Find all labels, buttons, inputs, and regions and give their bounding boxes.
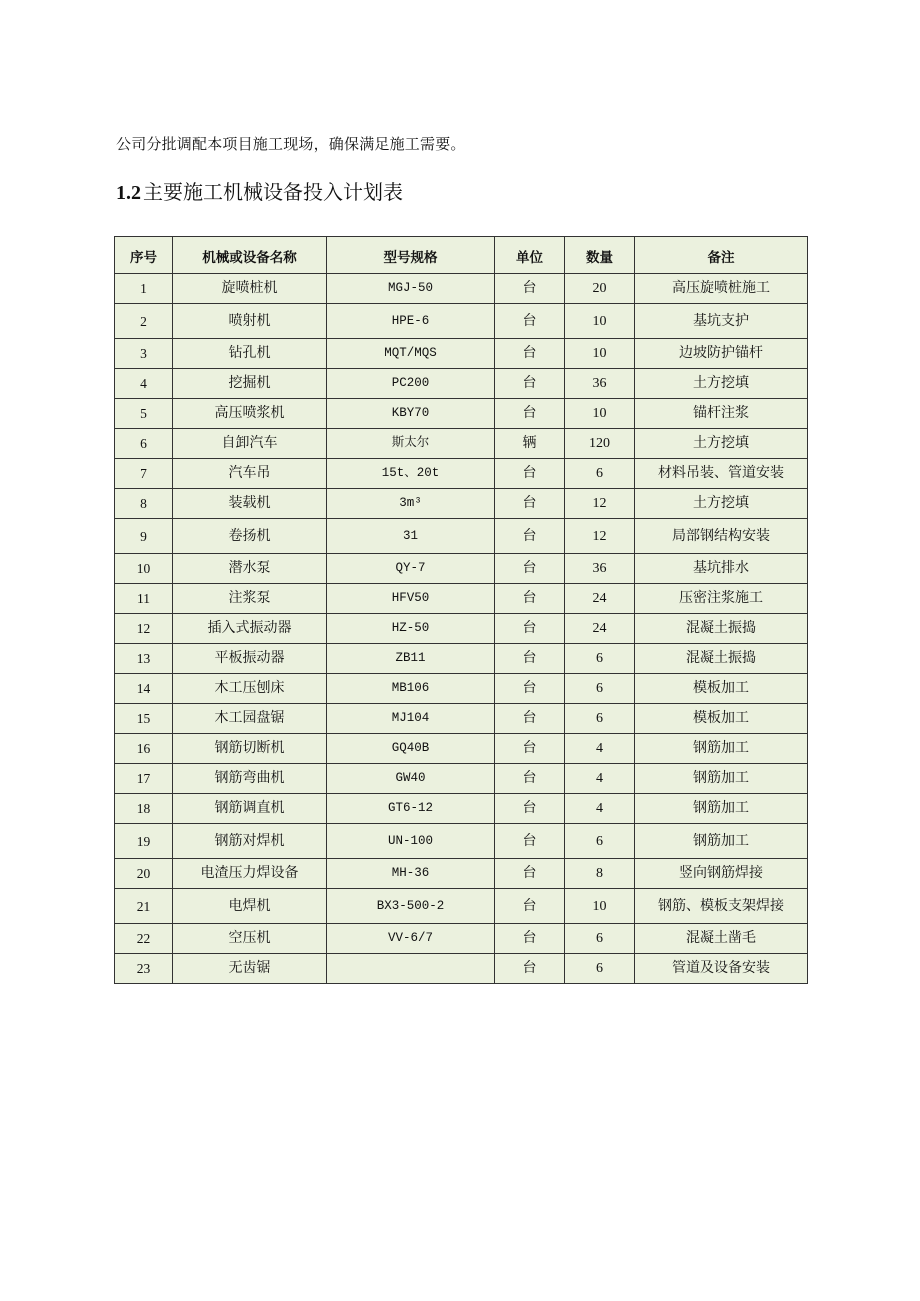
cell-model: QY-7 xyxy=(327,554,495,584)
cell-model: 15t、20t xyxy=(327,459,495,489)
cell-name: 喷射机 xyxy=(173,304,327,339)
cell-qty: 6 xyxy=(565,704,635,734)
section-title: 主要施工机械设备投入计划表 xyxy=(143,180,403,204)
cell-name: 钢筋调直机 xyxy=(173,794,327,824)
cell-qty: 10 xyxy=(565,339,635,369)
header-no: 序号 xyxy=(115,237,173,274)
cell-model: MGJ-50 xyxy=(327,274,495,304)
cell-note: 高压旋喷桩施工 xyxy=(635,274,808,304)
cell-name: 潜水泵 xyxy=(173,554,327,584)
cell-no: 3 xyxy=(115,339,173,369)
cell-qty: 4 xyxy=(565,764,635,794)
cell-no: 10 xyxy=(115,554,173,584)
cell-no: 13 xyxy=(115,644,173,674)
cell-note: 基坑支护 xyxy=(635,304,808,339)
cell-no: 9 xyxy=(115,519,173,554)
cell-model: PC200 xyxy=(327,369,495,399)
cell-no: 21 xyxy=(115,889,173,924)
cell-unit: 台 xyxy=(495,644,565,674)
cell-name: 平板振动器 xyxy=(173,644,327,674)
cell-unit: 台 xyxy=(495,704,565,734)
cell-no: 12 xyxy=(115,614,173,644)
cell-name: 钢筋切断机 xyxy=(173,734,327,764)
cell-unit: 台 xyxy=(495,304,565,339)
table-row xyxy=(115,399,808,429)
cell-qty: 12 xyxy=(565,519,635,554)
cell-qty: 10 xyxy=(565,889,635,924)
table-row xyxy=(115,519,808,554)
table-row xyxy=(115,954,808,984)
cell-unit: 台 xyxy=(495,339,565,369)
cell-qty: 4 xyxy=(565,794,635,824)
header-model: 型号规格 xyxy=(327,237,495,274)
table-row xyxy=(115,584,808,614)
cell-unit: 台 xyxy=(495,584,565,614)
table-row xyxy=(115,889,808,924)
cell-no: 23 xyxy=(115,954,173,984)
table-row xyxy=(115,924,808,954)
table-row xyxy=(115,304,808,339)
cell-note: 钢筋、模板支架焊接 xyxy=(635,889,808,924)
cell-no: 17 xyxy=(115,764,173,794)
cell-qty: 4 xyxy=(565,734,635,764)
cell-name: 钢筋对焊机 xyxy=(173,824,327,859)
cell-note: 局部钢结构安装 xyxy=(635,519,808,554)
cell-note: 压密注浆施工 xyxy=(635,584,808,614)
cell-name: 高压喷浆机 xyxy=(173,399,327,429)
table-row xyxy=(115,339,808,369)
cell-model: HZ-50 xyxy=(327,614,495,644)
cell-model: MQT/MQS xyxy=(327,339,495,369)
cell-unit: 台 xyxy=(495,399,565,429)
section-number: 1.2 xyxy=(116,182,141,204)
cell-unit: 台 xyxy=(495,734,565,764)
cell-name: 注浆泵 xyxy=(173,584,327,614)
cell-unit: 台 xyxy=(495,554,565,584)
cell-note: 混凝土凿毛 xyxy=(635,924,808,954)
cell-model: KBY70 xyxy=(327,399,495,429)
cell-note: 基坑排水 xyxy=(635,554,808,584)
cell-model: UN-100 xyxy=(327,824,495,859)
cell-no: 11 xyxy=(115,584,173,614)
table-row xyxy=(115,764,808,794)
cell-name: 木工园盘锯 xyxy=(173,704,327,734)
cell-name: 钢筋弯曲机 xyxy=(173,764,327,794)
table-row xyxy=(115,554,808,584)
cell-model: MB106 xyxy=(327,674,495,704)
table-row xyxy=(115,859,808,889)
table-row xyxy=(115,614,808,644)
table-row xyxy=(115,824,808,859)
table-row xyxy=(115,644,808,674)
cell-no: 19 xyxy=(115,824,173,859)
cell-no: 14 xyxy=(115,674,173,704)
intro-paragraph: 公司分批调配本项目施工现场，确保满足施工需要。 xyxy=(116,135,466,153)
cell-unit: 台 xyxy=(495,794,565,824)
table-row xyxy=(115,674,808,704)
cell-qty: 36 xyxy=(565,369,635,399)
cell-note: 竖向钢筋焊接 xyxy=(635,859,808,889)
cell-name: 旋喷桩机 xyxy=(173,274,327,304)
cell-qty: 6 xyxy=(565,459,635,489)
cell-no: 16 xyxy=(115,734,173,764)
cell-note: 钢筋加工 xyxy=(635,824,808,859)
cell-name: 电渣压力焊设备 xyxy=(173,859,327,889)
cell-unit: 台 xyxy=(495,889,565,924)
cell-note: 土方挖填 xyxy=(635,369,808,399)
cell-qty: 6 xyxy=(565,674,635,704)
cell-model: BX3-500-2 xyxy=(327,889,495,924)
table-row xyxy=(115,459,808,489)
cell-model: MH-36 xyxy=(327,859,495,889)
cell-note: 钢筋加工 xyxy=(635,764,808,794)
cell-unit: 台 xyxy=(495,369,565,399)
cell-note: 土方挖填 xyxy=(635,429,808,459)
table-row xyxy=(115,734,808,764)
cell-no: 20 xyxy=(115,859,173,889)
cell-model: HFV50 xyxy=(327,584,495,614)
cell-name: 装载机 xyxy=(173,489,327,519)
cell-qty: 24 xyxy=(565,584,635,614)
cell-note: 混凝土振捣 xyxy=(635,614,808,644)
cell-unit: 台 xyxy=(495,274,565,304)
cell-unit: 台 xyxy=(495,924,565,954)
cell-no: 15 xyxy=(115,704,173,734)
cell-no: 6 xyxy=(115,429,173,459)
cell-unit: 台 xyxy=(495,824,565,859)
cell-model: MJ104 xyxy=(327,704,495,734)
cell-note: 锚杆注浆 xyxy=(635,399,808,429)
cell-qty: 8 xyxy=(565,859,635,889)
header-note: 备注 xyxy=(635,237,808,274)
cell-model: HPE-6 xyxy=(327,304,495,339)
header-name: 机械或设备名称 xyxy=(173,237,327,274)
cell-note: 钢筋加工 xyxy=(635,794,808,824)
cell-model: VV-6/7 xyxy=(327,924,495,954)
cell-model: GW40 xyxy=(327,764,495,794)
table-row xyxy=(115,704,808,734)
cell-name: 插入式振动器 xyxy=(173,614,327,644)
cell-model: 31 xyxy=(327,519,495,554)
table-row xyxy=(115,489,808,519)
cell-no: 4 xyxy=(115,369,173,399)
cell-name: 汽车吊 xyxy=(173,459,327,489)
cell-model: GT6-12 xyxy=(327,794,495,824)
cell-note: 模板加工 xyxy=(635,704,808,734)
cell-note: 土方挖填 xyxy=(635,489,808,519)
table-row xyxy=(115,794,808,824)
cell-name: 钻孔机 xyxy=(173,339,327,369)
cell-unit: 台 xyxy=(495,614,565,644)
equipment-table-body xyxy=(115,274,808,984)
section-heading xyxy=(116,176,403,205)
cell-name: 木工压刨床 xyxy=(173,674,327,704)
cell-qty: 6 xyxy=(565,954,635,984)
cell-model: GQ40B xyxy=(327,734,495,764)
cell-no: 2 xyxy=(115,304,173,339)
cell-name: 电焊机 xyxy=(173,889,327,924)
cell-qty: 6 xyxy=(565,824,635,859)
cell-qty: 20 xyxy=(565,274,635,304)
cell-unit: 台 xyxy=(495,859,565,889)
cell-note: 边坡防护锚杆 xyxy=(635,339,808,369)
cell-name: 卷扬机 xyxy=(173,519,327,554)
table-header-row xyxy=(115,237,808,274)
cell-name: 无齿锯 xyxy=(173,954,327,984)
cell-name: 自卸汽车 xyxy=(173,429,327,459)
header-qty: 数量 xyxy=(565,237,635,274)
cell-note: 钢筋加工 xyxy=(635,734,808,764)
cell-note: 混凝土振捣 xyxy=(635,644,808,674)
cell-name: 空压机 xyxy=(173,924,327,954)
cell-qty: 12 xyxy=(565,489,635,519)
cell-no: 18 xyxy=(115,794,173,824)
cell-note: 材料吊装、管道安装 xyxy=(635,459,808,489)
cell-unit: 台 xyxy=(495,674,565,704)
cell-model: 3m³ xyxy=(327,489,495,519)
cell-model xyxy=(327,954,495,984)
table-row xyxy=(115,369,808,399)
cell-unit: 台 xyxy=(495,519,565,554)
cell-model: 斯太尔 xyxy=(327,429,495,459)
cell-qty: 6 xyxy=(565,924,635,954)
cell-qty: 24 xyxy=(565,614,635,644)
cell-qty: 10 xyxy=(565,399,635,429)
table-row xyxy=(115,274,808,304)
cell-unit: 台 xyxy=(495,954,565,984)
cell-note: 管道及设备安装 xyxy=(635,954,808,984)
cell-no: 8 xyxy=(115,489,173,519)
cell-unit: 台 xyxy=(495,459,565,489)
cell-unit: 台 xyxy=(495,489,565,519)
cell-note: 模板加工 xyxy=(635,674,808,704)
cell-qty: 10 xyxy=(565,304,635,339)
cell-qty: 120 xyxy=(565,429,635,459)
cell-qty: 6 xyxy=(565,644,635,674)
cell-unit: 台 xyxy=(495,764,565,794)
cell-name: 挖掘机 xyxy=(173,369,327,399)
table-row xyxy=(115,429,808,459)
cell-qty: 36 xyxy=(565,554,635,584)
equipment-table xyxy=(114,236,808,984)
header-unit: 单位 xyxy=(495,237,565,274)
cell-no: 7 xyxy=(115,459,173,489)
cell-model: ZB11 xyxy=(327,644,495,674)
cell-no: 5 xyxy=(115,399,173,429)
cell-no: 22 xyxy=(115,924,173,954)
cell-unit: 辆 xyxy=(495,429,565,459)
cell-no: 1 xyxy=(115,274,173,304)
